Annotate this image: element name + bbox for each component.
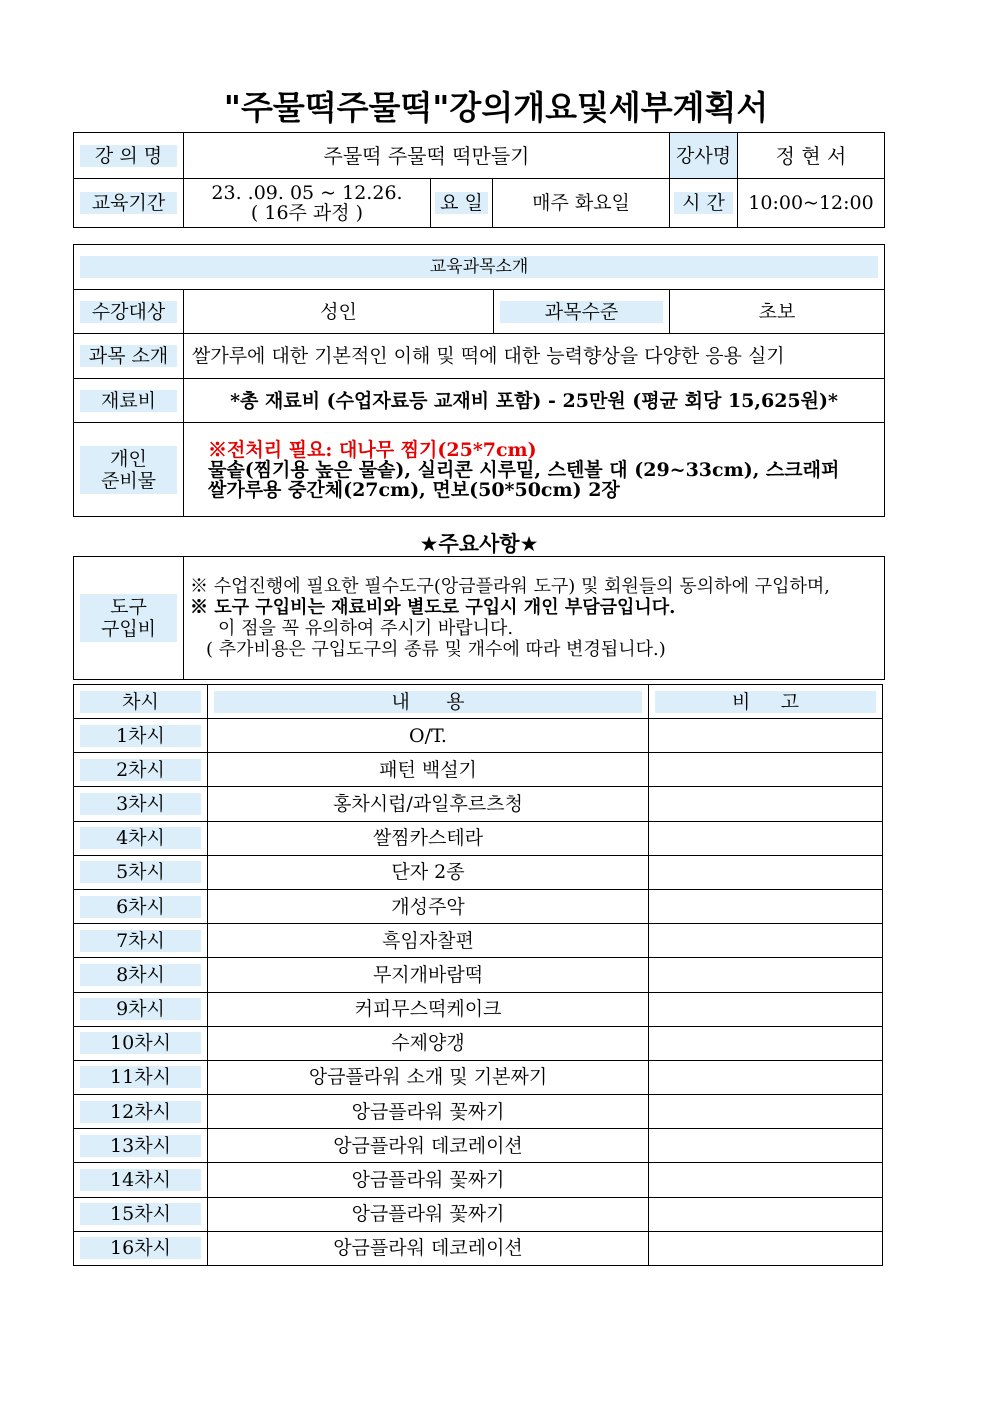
table-row: [74, 719, 883, 753]
session-note: [649, 958, 883, 992]
material-value: *총 재료비 (수업자료등 교재비 포함) - 25만원 (평균 회당 15,625원)*: [184, 379, 885, 423]
session-note: [649, 1231, 883, 1265]
table-row: [74, 1095, 883, 1129]
session-content: 흑임자찰편: [208, 924, 649, 958]
session-content: 커피무스떡케이크: [208, 992, 649, 1026]
session-content: 앙금플라워 꽃짜기: [208, 1197, 649, 1231]
target-value: 성인: [184, 290, 494, 334]
notice-line-4: ( 추가비용은 구입도구의 종류 및 개수에 따라 변경됩니다.): [206, 639, 666, 660]
session-content: O/T.: [208, 719, 649, 753]
period-line-2: ( 16주 과정 ): [250, 202, 364, 224]
session-note: [649, 787, 883, 821]
session-note: [649, 719, 883, 753]
session-label: 11차시: [80, 1066, 201, 1088]
tool-purchase-table: [73, 556, 885, 680]
table-row: [74, 924, 883, 958]
session-note: [649, 992, 883, 1026]
level-label: 과목수준: [500, 301, 663, 323]
subject-label: 과목 소개: [80, 345, 177, 367]
session-content: 수제양갱: [208, 1026, 649, 1060]
table-row: [74, 1026, 883, 1060]
session-note: [649, 855, 883, 889]
table-row: [74, 992, 883, 1026]
session-label: 10차시: [80, 1032, 201, 1054]
col-note-header: 비 고: [655, 691, 876, 713]
session-label: 3차시: [80, 793, 201, 815]
session-label: 5차시: [80, 861, 201, 883]
period-label: 교육기간: [80, 192, 177, 214]
notices-header: ★주요사항★: [419, 532, 539, 556]
session-label: 13차시: [80, 1135, 201, 1157]
schedule-table: [73, 684, 883, 1266]
table-row: [74, 1163, 883, 1197]
session-note: [649, 1129, 883, 1163]
course-name: 주물떡 주물떡 떡만들기: [184, 133, 670, 179]
session-label: 14차시: [80, 1169, 201, 1191]
time-label: 시 간: [674, 192, 733, 214]
period-line-1: 23. .09. 05 ~ 12.26.: [211, 182, 403, 204]
session-label: 15차시: [80, 1203, 201, 1225]
session-content: 홍차시럽/과일후르츠청: [208, 787, 649, 821]
target-label: 수강대상: [80, 301, 177, 323]
prep-label-1: 개인: [110, 447, 147, 470]
time-value: 10:00~12:00: [738, 179, 885, 228]
course-info-table: [73, 132, 885, 228]
page-title: "주물떡주물떡"강의개요및세부계획서: [223, 88, 769, 127]
session-content: 앙금플라워 꽃짜기: [208, 1095, 649, 1129]
session-content: 앙금플라워 소개 및 기본짜기: [208, 1060, 649, 1094]
session-label: 2차시: [80, 759, 201, 781]
day-label: 요 일: [435, 192, 488, 214]
prep-label-2: 준비물: [100, 469, 157, 492]
session-label: 8차시: [80, 964, 201, 986]
intro-header: 교육과목소개: [80, 256, 878, 278]
level-value: 초보: [670, 290, 885, 334]
subject-intro-table: [73, 244, 885, 517]
table-row: [74, 821, 883, 855]
notice-line-3: 이 점을 꼭 유의하여 주시기 바랍니다.: [218, 618, 514, 639]
day-value: 매주 화요일: [493, 179, 670, 228]
session-content: 패턴 백설기: [208, 753, 649, 787]
session-note: [649, 753, 883, 787]
session-label: 7차시: [80, 930, 201, 952]
instructor-label: 강사명: [670, 133, 738, 179]
instructor-name: 정 현 서: [738, 133, 885, 179]
session-label: 16차시: [80, 1237, 201, 1259]
tool-label-1: 도구: [110, 596, 147, 618]
session-note: [649, 821, 883, 855]
session-note: [649, 1163, 883, 1197]
session-content: 앙금플라워 데코레이션: [208, 1231, 649, 1265]
table-row: [74, 753, 883, 787]
session-note: [649, 924, 883, 958]
table-row: [74, 889, 883, 923]
prep-line-2: 물솥(찜기용 높은 물솥), 실리콘 시루밑, 스텐볼 대 (29~33cm), 스크래퍼: [208, 458, 840, 481]
table-row: [74, 787, 883, 821]
session-content: 쌀찜카스테라: [208, 821, 649, 855]
session-label: 12차시: [80, 1101, 201, 1123]
session-label: 9차시: [80, 998, 201, 1020]
session-content: 개성주악: [208, 889, 649, 923]
material-label: 재료비: [80, 390, 177, 412]
table-row: [74, 1129, 883, 1163]
session-content: 단자 2종: [208, 855, 649, 889]
session-note: [649, 1026, 883, 1060]
notice-line-2: ※ 도구 구입비는 재료비와 별도로 구입시 개인 부담금입니다.: [190, 597, 676, 618]
notice-line-1: ※ 수업진행에 필요한 필수도구(앙금플라워 도구) 및 회원들의 동의하에 구입하며,: [190, 576, 830, 597]
session-content: 무지개바람떡: [208, 958, 649, 992]
session-note: [649, 889, 883, 923]
prep-line-3: 쌀가루용 중간체(27cm), 면보(50*50cm) 2장: [208, 478, 620, 501]
table-row: [74, 1197, 883, 1231]
session-note: [649, 1197, 883, 1231]
table-row: [74, 1231, 883, 1265]
session-note: [649, 1095, 883, 1129]
session-label: 6차시: [80, 896, 201, 918]
session-content: 앙금플라워 데코레이션: [208, 1129, 649, 1163]
tool-label-2: 구입비: [100, 618, 157, 640]
table-row: [74, 855, 883, 889]
col-content-header: 내 용: [214, 691, 642, 713]
col-session-header: 차시: [80, 691, 201, 713]
course-name-label: 강 의 명: [80, 145, 177, 167]
table-row: [74, 958, 883, 992]
table-row: [74, 1060, 883, 1094]
session-label: 4차시: [80, 827, 201, 849]
prep-line-1: ※전처리 필요: 대나무 찜기(25*7cm): [208, 438, 537, 461]
subject-value: 쌀가루에 대한 기본적인 이해 및 떡에 대한 능력향상을 다양한 응용 실기: [184, 334, 885, 379]
session-content: 앙금플라워 꽃짜기: [208, 1163, 649, 1197]
session-note: [649, 1060, 883, 1094]
session-label: 1차시: [80, 725, 201, 747]
